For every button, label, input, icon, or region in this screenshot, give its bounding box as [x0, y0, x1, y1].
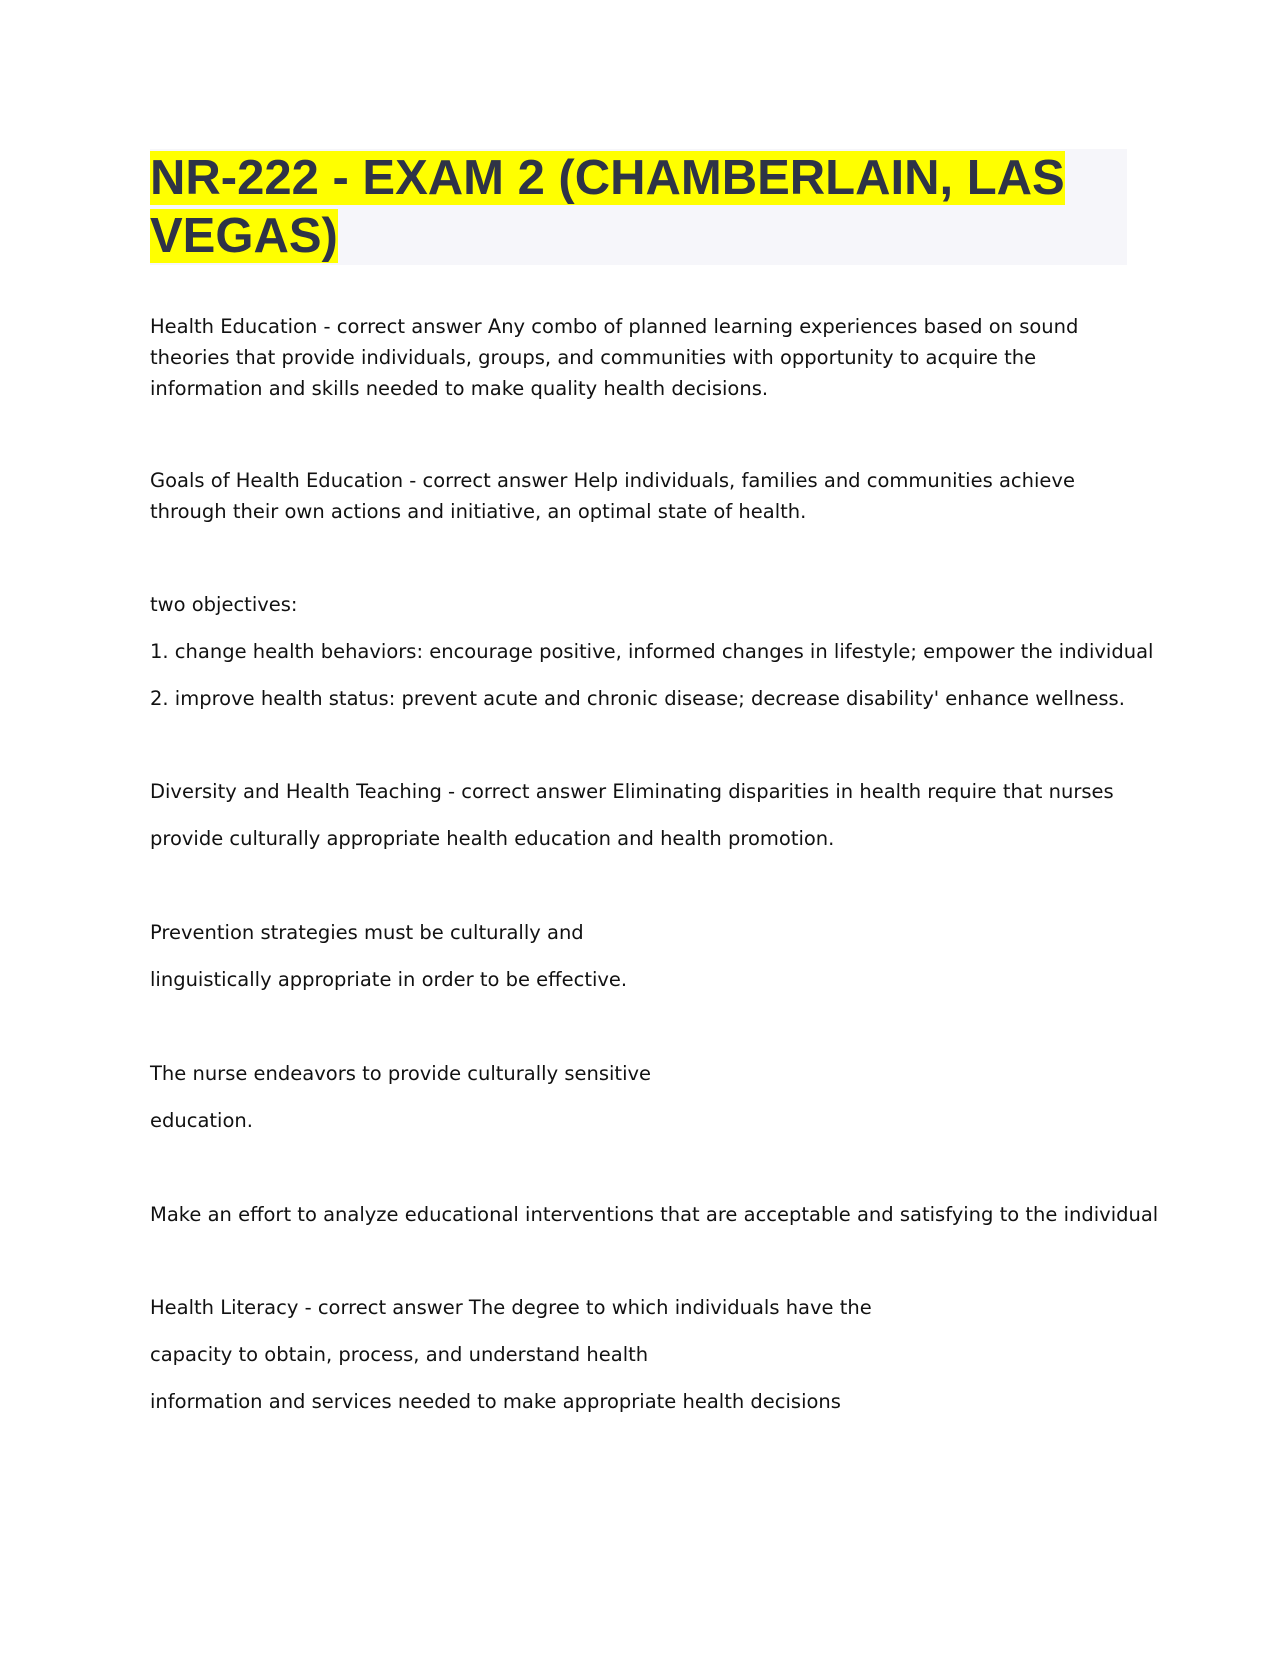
goals-paragraph: Goals of Health Education - correct answer Help individuals, families and communities achieve through their own actions and initiative, an optimal state of health.: [150, 469, 1075, 523]
prevention-line-1: Prevention strategies must be culturally and: [150, 921, 584, 944]
literacy-line-3: information and services needed to make appropriate health decisions: [150, 1390, 841, 1413]
diversity-line-1: Diversity and Health Teaching - correct answer Eliminating disparities in health require that nurses: [150, 780, 1114, 803]
document-title: [150, 149, 1127, 265]
nurse-line-1: The nurse endeavors to provide culturally sensitive: [150, 1062, 652, 1085]
diversity-line-2: provide culturally appropriate health education and health promotion.: [150, 827, 835, 850]
literacy-line-1: Health Literacy - correct answer The degree to which individuals have the: [150, 1296, 872, 1319]
make-effort-line: Make an effort to analyze educational interventions that are acceptable and satisfying to the individual: [150, 1203, 1159, 1226]
title-block: [150, 149, 1127, 265]
two-objectives-heading: two objectives:: [150, 593, 298, 616]
health-education-paragraph: Health Education - correct answer Any combo of planned learning experiences based on sound theories that provide individuals, groups, and communities with opportunity to acquire the information and skills needed to make quality health decisions.: [150, 315, 1079, 400]
nurse-line-2: education.: [150, 1109, 253, 1132]
prevention-line-2: linguistically appropriate in order to be effective.: [150, 968, 628, 991]
title-highlight: NR-222 - EXAM 2 (CHAMBERLAIN, LAS VEGAS): [150, 151, 1065, 263]
objective-1: 1. change health behaviors: encourage positive, informed changes in lifestyle; empower the individual: [150, 640, 1154, 663]
objective-2: 2. improve health status: prevent acute and chronic disease; decrease disability' enhance wellness.: [150, 687, 1125, 710]
literacy-line-2: capacity to obtain, process, and understand health: [150, 1343, 649, 1366]
